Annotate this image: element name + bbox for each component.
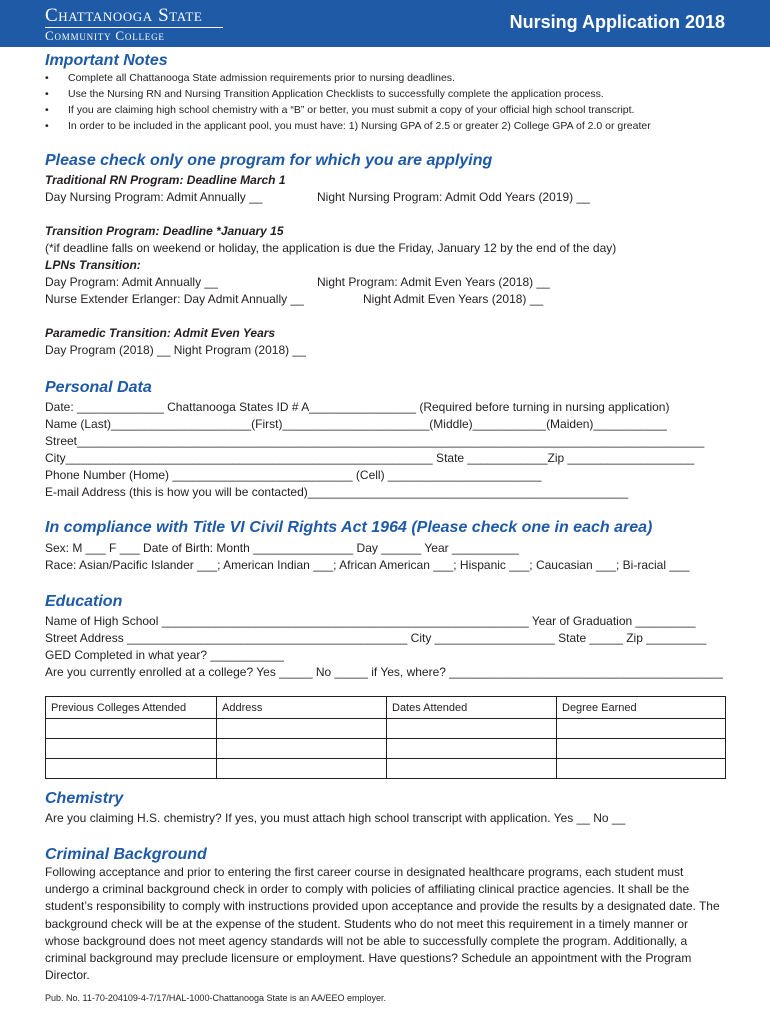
important-notes-heading: Important Notes [45,52,168,69]
table-cell[interactable] [46,739,217,759]
compliance-heading: In compliance with Title VI Civil Rights Act 1964 (Please check one in each area) [45,519,653,536]
logo-subtitle: Community College [45,28,165,43]
name-field[interactable]: Name (Last)_____________________(First)______________________(Middle)___________(Maiden)___________ [45,417,667,431]
table-cell[interactable] [46,759,217,779]
table-row [46,759,726,779]
enrolled-field[interactable]: Are you currently enrolled at a college? Yes _____ No _____ if Yes, where? _________________________________________ [45,665,723,679]
school-address-field[interactable]: Street Address __________________________________________ City __________________ State _____ Zip _________ [45,631,707,645]
phone-field[interactable]: Phone Number (Home) ___________________________ (Cell) _______________________ [45,468,542,482]
lpn-day-option[interactable]: Day Program: Admit Annually __ [45,275,218,289]
criminal-background-heading: Criminal Background [45,846,207,863]
column-header: Address [217,697,387,719]
table-cell[interactable] [217,759,387,779]
table-cell[interactable] [557,759,726,779]
race-field[interactable]: Race: Asian/Pacific Islander ___; American Indian ___; African American ___; Hispanic ___; Caucasian ___; Bi-racial ___ [45,558,690,572]
previous-colleges-table [45,696,726,779]
note-item: • Complete all Chattanooga State admission requirements prior to nursing deadlines. [45,70,651,86]
chemistry-heading: Chemistry [45,790,124,807]
high-school-field[interactable]: Name of High School _______________________________________________________ Year of Graduation _________ [45,614,696,628]
column-header: Previous Colleges Attended [46,697,217,719]
document-title: Nursing Application 2018 [509,12,725,32]
program-heading: Please check only one program for which you are applying [45,152,493,169]
personal-data-heading: Personal Data [45,379,152,396]
criminal-background-paragraph: Following acceptance and prior to entering the first career course in designated healthcare programs, each student must undergo a criminal background check in order to comply with policies of affiliating clinical practice agencies. It shall be the student’s responsibility to comply with instructions provided upon acceptance and provide the results by a designated date. The background check will be at the expense of the student. Students who do not meet this requirement in a timely manner or whose background does not meet agency standards will not be able to successfully complete the program. Additionally, a criminal background may preclude licensure or employment. Have questions? Schedule an appointment with the Program Director. [45,865,720,983]
table-cell[interactable] [387,719,557,739]
lpn-transition-title: LPNs Transition: [45,258,141,272]
rn-day-option[interactable]: Day Nursing Program: Admit Annually __ [45,190,263,204]
email-field[interactable]: E-mail Address (this is how you will be contacted)________________________________________________ [45,485,629,499]
lpn-night-option[interactable]: Night Program: Admit Even Years (2018) __ [317,275,550,289]
extender-day-option[interactable]: Nurse Extender Erlanger: Day Admit Annually __ [45,292,304,306]
note-item: • If you are claiming high school chemistry with a “B” or better, you must submit a copy of your official high school transcript. [45,102,651,118]
extender-night-option[interactable]: Night Admit Even Years (2018) __ [363,292,544,306]
table-cell[interactable] [217,719,387,739]
transition-program-title: Transition Program: Deadline *January 15 [45,224,284,238]
paramedic-transition-title: Paramedic Transition: Admit Even Years [45,326,276,340]
city-state-zip-field[interactable]: City_______________________________________________________ State ____________Zip ___________________ [45,451,695,465]
table-cell[interactable] [387,759,557,779]
table-row [46,719,726,739]
table-cell[interactable] [217,739,387,759]
column-header: Degree Earned [557,697,726,719]
paramedic-program-options[interactable]: Day Program (2018) __ Night Program (2018) __ [45,343,306,357]
column-header: Dates Attended [387,697,557,719]
rn-night-option[interactable]: Night Nursing Program: Admit Odd Years (2019) __ [317,190,590,204]
important-notes-list [45,70,651,134]
header-bar [0,0,770,47]
chemistry-field[interactable]: Are you claiming H.S. chemistry? If yes, you must attach high school transcript with application. Yes __ No __ [45,811,626,825]
table-cell[interactable] [557,739,726,759]
transition-deadline-note: (*if deadline falls on weekend or holiday, the application is due the Friday, January 12 by the end of the day) [45,241,617,255]
note-item: • In order to be included in the applicant pool, you must have: 1) Nursing GPA of 2.5 or greater 2) College GPA of 2.0 or greater [45,118,651,134]
note-item: • Use the Nursing RN and Nursing Transition Application Checklists to successfully complete the application process. [45,86,651,102]
table-cell[interactable] [46,719,217,739]
ged-field[interactable]: GED Completed in what year? ___________ [45,648,284,662]
table-row [46,739,726,759]
date-id-field[interactable]: Date: _____________ Chattanooga States ID # A________________ (Required before turning in nursing application) [45,400,670,414]
logo-name: Chattanooga State [45,5,203,26]
street-field[interactable]: Street______________________________________________________________________________________________ [45,434,705,448]
table-cell[interactable] [387,739,557,759]
rn-program-title: Traditional RN Program: Deadline March 1 [45,173,286,187]
table-header-row [46,697,726,719]
college-logo [45,6,223,43]
table-cell[interactable] [557,719,726,739]
education-heading: Education [45,593,123,610]
publication-footer: Pub. No. 11-70-204109-4-7/17/HAL-1000-Chattanooga State is an AA/EEO employer. [45,993,387,1003]
sex-dob-field[interactable]: Sex: M ___ F ___ Date of Birth: Month _______________ Day ______ Year __________ [45,541,519,555]
